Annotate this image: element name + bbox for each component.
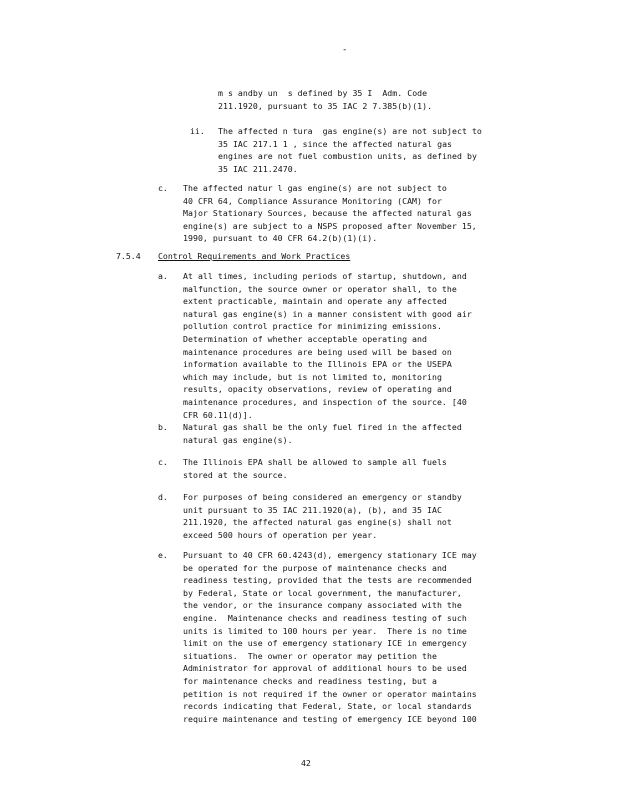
item-c-text: The affected natur l gas engine(s) are not subject to 40 CFR 64, Compliance Assurance Monitoring (CAM) for Major Stationary Sources, because the affected natural gas engine(s) are subject to a NSPS proposed after November 15, 1990, pursuant to 40 CFR 64.2(b)(1)(i).	[183, 183, 477, 244]
section-number: 7.5.4	[116, 251, 141, 261]
item-ii-text: The affected n tura gas engine(s) are not subject to 35 IAC 217.1 1 , since the affected natural gas engines are not fuel combustion units, as defined by 35 IAC 211.2470.	[218, 126, 482, 174]
page-number: 42	[301, 758, 311, 768]
item-e-label: e.	[158, 550, 168, 560]
continuation-text: m s andby un s defined by 35 I Adm. Code 211.1920, pursuant to 35 IAC 2 7.385(b)(1).	[218, 88, 433, 111]
item-c2-text: The Illinois EPA shall be allowed to sample all fuels stored at the source.	[183, 457, 447, 480]
item-b-label: b.	[158, 422, 168, 432]
section-title: Control Requirements and Work Practices	[158, 251, 351, 261]
item-c-label: c.	[158, 183, 168, 193]
page-top-mark: -	[342, 45, 348, 55]
item-e-text: Pursuant to 40 CFR 60.4243(d), emergency stationary ICE may be operated for the purpose of maintenance checks and readiness testing, provided that the tests are recommended by Federal, State or local government, the manufacturer, the vendor, or the insurance company associated with the engine. Maintenance checks and readiness testing of such units is limited to 100 hours per year. There is no time limit on the use of emergency stationary ICE in emergency situations. The owner or operator may petition the Administrator for approval of additional hours to be used for maintenance checks and readiness testing, but a petition is not required if the owner or operator maintains records indicating that Federal, State, or local standards require maintenance and testing of emergency ICE beyond 100	[183, 550, 477, 724]
item-c2-label: c.	[158, 457, 168, 467]
item-d-label: d.	[158, 492, 168, 502]
item-a-label: a.	[158, 271, 168, 281]
item-ii-label: ii.	[190, 126, 205, 136]
item-d-text: For purposes of being considered an emergency or standby unit pursuant to 35 IAC 211.1920(a), (b), and 35 IAC 211.1920, the affected natural gas engine(s) shall not exceed 500 hours of operation per year.	[183, 492, 462, 540]
item-b-text: Natural gas shall be the only fuel fired in the affected natural gas engine(s).	[183, 422, 462, 445]
item-a-text: At all times, including periods of startup, shutdown, and malfunction, the source owner or operator shall, to the extent practicable, maintain and operate any affected natural gas engine(s) in a manner consistent with good air pollution control practice for minimizing emissions. Determination of whether acceptable operating and maintenance procedures are being used will be based on information available to the Illinois EPA or the USEPA which may include, but is not limited to, monitoring results, opacity observations, review of operating and maintenance procedures, and inspection of the source. [40 CFR 60.11(d)].	[183, 271, 472, 420]
